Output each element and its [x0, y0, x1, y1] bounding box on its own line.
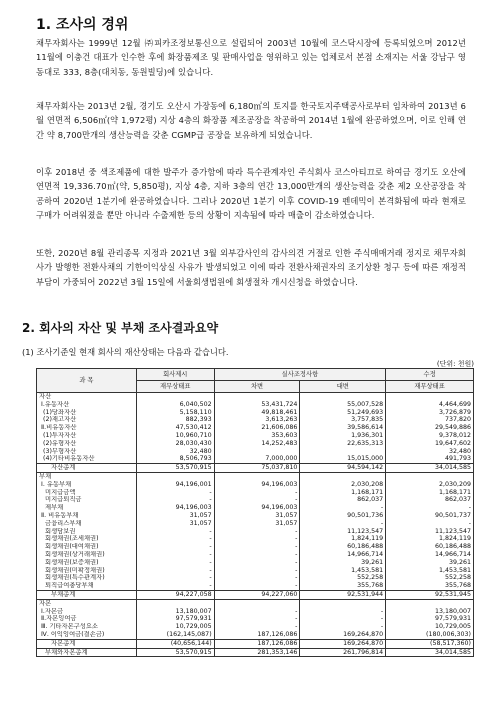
row-debit-value: 353,603: [214, 432, 300, 440]
row-revised-value: 1,453,581: [386, 567, 474, 575]
row-item-label: 자본: [37, 599, 137, 607]
section1-title: 1. 조사의 경위: [36, 17, 129, 33]
row-revised-value: 737,820: [386, 416, 474, 424]
row-debit-value: -: [214, 623, 300, 631]
row-credit-value: 169,264,870: [300, 639, 386, 648]
row-company-value: [136, 393, 214, 401]
row-revised-value: [386, 599, 474, 607]
row-company-value: 5,158,110: [136, 409, 214, 417]
row-credit-value: 355,768: [300, 582, 386, 590]
row-item-label: 자산: [37, 393, 137, 401]
table-row: [37, 582, 474, 590]
row-item-label: Ⅰ. 유동부채: [37, 481, 137, 489]
row-debit-value: 187,126,086: [214, 639, 300, 648]
row-company-value: 94,196,003: [136, 504, 214, 512]
row-item-label: (1)투자자산: [37, 432, 137, 440]
row-credit-value: [300, 448, 386, 456]
row-debit-value: -: [214, 608, 300, 616]
balance-sheet-table: [36, 368, 474, 657]
row-company-value: -: [136, 543, 214, 551]
row-item-label: Ⅰ.유동자산: [37, 401, 137, 409]
table-row: [37, 448, 474, 456]
row-debit-value: -: [214, 543, 300, 551]
row-item-label: 부채: [37, 472, 137, 480]
row-revised-value: 34,014,585: [386, 464, 474, 473]
row-debit-value: -: [214, 559, 300, 567]
row-debit-value: [214, 472, 300, 480]
row-company-value: 94,196,001: [136, 481, 214, 489]
row-debit-value: 31,057: [214, 512, 300, 520]
table-row: [37, 393, 474, 401]
table-row: [37, 504, 474, 512]
row-credit-value: -: [300, 615, 386, 623]
header-debit: 차변: [214, 381, 300, 393]
row-company-value: (40,656,144): [136, 639, 214, 648]
row-revised-value: 4,464,699: [386, 401, 474, 409]
row-item-label: 회생채권(상거래채권): [37, 551, 137, 559]
row-debit-value: -: [214, 551, 300, 559]
row-company-value: 53,570,915: [136, 464, 214, 473]
row-revised-value: 13,180,007: [386, 608, 474, 616]
row-credit-value: [300, 393, 386, 401]
row-item-label: 자본총계: [37, 639, 137, 648]
row-company-value: 97,579,931: [136, 615, 214, 623]
table-row: [37, 599, 474, 607]
row-revised-value: 355,768: [386, 582, 474, 590]
row-company-value: -: [136, 574, 214, 582]
section2-title: 2. 회사의 자산 및 부채 조사결과요약: [22, 321, 219, 335]
row-debit-value: -: [214, 615, 300, 623]
row-debit-value: -: [214, 489, 300, 497]
table-row: [37, 590, 474, 599]
row-company-value: -: [136, 559, 214, 567]
row-debit-value: 94,227,060: [214, 590, 300, 599]
row-credit-value: 11,123,547: [300, 528, 386, 536]
row-company-value: -: [136, 567, 214, 575]
row-revised-value: (58,517,360): [386, 639, 474, 648]
row-company-value: 94,227,058: [136, 590, 214, 599]
row-debit-value: 7,000,000: [214, 455, 300, 463]
table-row: [37, 631, 474, 639]
row-credit-value: 39,261: [300, 559, 386, 567]
table-row: [37, 574, 474, 582]
row-credit-value: 169,264,870: [300, 631, 386, 639]
row-item-label: 회생채권(조세채권): [37, 535, 137, 543]
row-debit-value: -: [214, 496, 300, 504]
row-item-label: Ⅳ. 이익잉여금(결손금): [37, 631, 137, 639]
table-row: [37, 409, 474, 417]
row-credit-value: 261,796,814: [300, 648, 386, 657]
row-item-label: 자산총계: [37, 464, 137, 473]
row-item-label: Ⅱ. 비유동부채: [37, 512, 137, 520]
table-row: [37, 401, 474, 409]
row-revised-value: 1,168,171: [386, 489, 474, 497]
row-revised-value: 92,531,945: [386, 590, 474, 599]
table-row: [37, 432, 474, 440]
row-credit-value: 51,249,693: [300, 409, 386, 417]
row-debit-value: 53,431,724: [214, 401, 300, 409]
table-row: [37, 543, 474, 551]
row-credit-value: -: [300, 608, 386, 616]
row-debit-value: 187,126,086: [214, 631, 300, 639]
row-revised-value: [386, 472, 474, 480]
row-company-value: 31,057: [136, 520, 214, 528]
row-item-label: Ⅰ.자본금: [37, 608, 137, 616]
row-item-label: Ⅱ.자본잉여금: [37, 615, 137, 623]
row-item-label: 회생채권(미확정채권): [37, 567, 137, 575]
row-credit-value: 1,824,119: [300, 535, 386, 543]
row-company-value: 47,530,412: [136, 424, 214, 432]
row-credit-value: 3,757,835: [300, 416, 386, 424]
row-credit-value: -: [300, 520, 386, 528]
row-debit-value: 75,037,810: [214, 464, 300, 473]
row-credit-value: -: [300, 504, 386, 512]
table-row: [37, 528, 474, 536]
row-revised-value: 97,579,931: [386, 615, 474, 623]
row-debit-value: 3,613,263: [214, 416, 300, 424]
row-item-label: 회생채권(특수관계자): [37, 574, 137, 582]
header-credit: 대변: [300, 381, 386, 393]
row-revised-value: 491,793: [386, 455, 474, 463]
row-item-label: Ⅲ. 기타자본구성요소: [37, 623, 137, 631]
row-company-value: -: [136, 528, 214, 536]
row-item-label: 회생채권(대여채권): [37, 543, 137, 551]
row-credit-value: 14,966,714: [300, 551, 386, 559]
table-row: [37, 496, 474, 504]
row-company-value: 10,960,710: [136, 432, 214, 440]
row-item-label: 미지급금액: [37, 489, 137, 497]
table-row: [37, 440, 474, 448]
row-company-value: 28,030,430: [136, 440, 214, 448]
row-revised-value: 3,726,879: [386, 409, 474, 417]
row-revised-value: 2,030,209: [386, 481, 474, 489]
row-revised-value: 34,014,585: [386, 648, 474, 657]
row-revised-value: 19,647,602: [386, 440, 474, 448]
row-revised-value: 862,037: [386, 496, 474, 504]
row-debit-value: -: [214, 574, 300, 582]
row-debit-value: -: [214, 582, 300, 590]
table-row: [37, 615, 474, 623]
table-row: [37, 551, 474, 559]
header-revised-bottom: 재무상태표: [386, 381, 474, 393]
row-revised-value: (180,006,303): [386, 631, 474, 639]
row-debit-value: 49,818,461: [214, 409, 300, 417]
row-debit-value: -: [214, 528, 300, 536]
unit-label: (단위: 천원): [436, 360, 474, 368]
row-company-value: 8,506,793: [136, 455, 214, 463]
row-debit-value: 94,196,003: [214, 481, 300, 489]
row-item-label: 미지급퇴직금: [37, 496, 137, 504]
row-debit-value: 281,353,146: [214, 648, 300, 657]
row-company-value: 10,729,005: [136, 623, 214, 631]
table-row: [37, 481, 474, 489]
row-item-label: Ⅱ.비유동자산: [37, 424, 137, 432]
row-revised-value: 60,186,488: [386, 543, 474, 551]
row-revised-value: 39,261: [386, 559, 474, 567]
row-company-value: [136, 472, 214, 480]
row-item-label: (2)유형자산: [37, 440, 137, 448]
header-revised-top: 수정: [386, 369, 474, 381]
row-credit-value: -: [300, 623, 386, 631]
table-row: [37, 639, 474, 648]
row-item-label: 부채총계: [37, 590, 137, 599]
table-row: [37, 416, 474, 424]
row-debit-value: -: [214, 567, 300, 575]
row-company-value: 31,057: [136, 512, 214, 520]
row-revised-value: -: [386, 520, 474, 528]
header-company-top: 회사제시: [136, 369, 214, 381]
row-company-value: [136, 599, 214, 607]
row-item-label: (2)재고자산: [37, 416, 137, 424]
row-item-label: 퇴직급여충당부채: [37, 582, 137, 590]
row-revised-value: 9,378,012: [386, 432, 474, 440]
row-company-value: 32,480: [136, 448, 214, 456]
row-credit-value: 1,168,171: [300, 489, 386, 497]
row-item-label: 회생채권(보증채권): [37, 559, 137, 567]
row-item-label: (1)당좌자산: [37, 409, 137, 417]
row-credit-value: 15,015,000: [300, 455, 386, 463]
row-company-value: -: [136, 535, 214, 543]
table-row: [37, 472, 474, 480]
table-row: [37, 567, 474, 575]
row-credit-value: 55,007,528: [300, 401, 386, 409]
row-revised-value: 552,258: [386, 574, 474, 582]
row-company-value: 882,393: [136, 416, 214, 424]
row-debit-value: 94,196,003: [214, 504, 300, 512]
row-credit-value: 1,453,581: [300, 567, 386, 575]
row-debit-value: 31,057: [214, 520, 300, 528]
paragraph-rehabilitation: 또한, 2020년 8월 관리종목 지정과 2021년 3월 외부감사인의 감사의견 거절로 인한 주식매매거래 정지로 채무자회사가 발행한 전환사채의 기한이익상실 사유가 발생되었고 이에 따라 전환사채권자의 조기상환 청구 등에 따른 재정적 부담이 가중되어 2022년 3월 15일에 서울회생법원에 회생절차 개시신청을 하였습니다.: [36, 248, 466, 287]
paragraph-factory: 채무자회사는 2013년 2월, 경기도 오산시 가장동에 6,180㎡의 토지를 한국토지주택공사로부터 임차하여 2013년 6월 연면적 6,506㎡(약 1,972평) 지상 4층의 화장품 제조공장을 착공하여 2014년 1월에 완공하였으며, 이로 인해 연간 약 8,700만개의 생산능력을 갖춘 CGMP급 공장을 보유하게 되었습니다.: [36, 101, 466, 140]
row-revised-value: 10,729,005: [386, 623, 474, 631]
row-item-label: (4)기타비유동자산: [37, 455, 137, 463]
row-credit-value: 1,936,301: [300, 432, 386, 440]
row-revised-value: 14,966,714: [386, 551, 474, 559]
row-debit-value: 21,606,086: [214, 424, 300, 432]
row-credit-value: 2,030,208: [300, 481, 386, 489]
table-row: [37, 464, 474, 473]
row-credit-value: 862,037: [300, 496, 386, 504]
row-item-label: 회생담보권: [37, 528, 137, 536]
row-credit-value: [300, 472, 386, 480]
paragraph-second-factory: 이후 2018년 중 색조제품에 대한 발주가 증가함에 따라 특수관계자인 주식회사 코스아티끄로 하여금 경기도 오산에 연면적 19,336.70㎡(약, 5,850평), 지상 4층, 지하 3층의 연간 13,000만개의 생산능력을 갖춘 제2 오산공장을 착공하여 2020년 1분기에 완공하였습니다. 그러나 2020년 1분기 이후 COVID-19 펜데믹이 본격화됨에 따라 현재로 구매가 어려워졌을 뿐만 아니라 수출제한 등의 상황이 지속됨에 따라 매출이 감소하였습니다.: [36, 167, 466, 221]
row-company-value: -: [136, 489, 214, 497]
header-company-bottom: 재무상태표: [136, 381, 214, 393]
table-row: [37, 489, 474, 497]
row-company-value: 6,040,502: [136, 401, 214, 409]
row-company-value: (162,145,087): [136, 631, 214, 639]
row-debit-value: 14,252,483: [214, 440, 300, 448]
row-company-value: -: [136, 582, 214, 590]
header-item: 과 목: [37, 369, 137, 393]
header-adjust: 실사조정사항: [214, 369, 386, 381]
table-row: [37, 559, 474, 567]
row-revised-value: 29,549,886: [386, 424, 474, 432]
table-row: [37, 424, 474, 432]
row-item-label: 제부채: [37, 504, 137, 512]
table-row: [37, 512, 474, 520]
row-company-value: 53,570,915: [136, 648, 214, 657]
row-debit-value: -: [214, 535, 300, 543]
row-credit-value: 552,258: [300, 574, 386, 582]
row-revised-value: [386, 393, 474, 401]
row-company-value: -: [136, 496, 214, 504]
table-row: [37, 608, 474, 616]
paragraph-company-history: 채무자회사는 1999년 12월 ㈜피카조정보통신으로 설립되어 2003년 10월에 코스닥시장에 등록되었으며 2012년 11월에 이충건 대표가 인수한 후에 화장품제조 및 판매사업을 영위하고 있는 업체로서 본점 소재지는 서울 강남구 영동대로 333, 8층(대치동, 동원빌딩)에 있습니다.: [36, 38, 466, 77]
row-revised-value: 1,824,119: [386, 535, 474, 543]
row-item-label: (3)무형자산: [37, 448, 137, 456]
row-revised-value: -: [386, 504, 474, 512]
row-revised-value: 11,123,547: [386, 528, 474, 536]
row-credit-value: 92,531,944: [300, 590, 386, 599]
table-row: [37, 535, 474, 543]
row-revised-value: 90,501,737: [386, 512, 474, 520]
row-credit-value: 22,635,313: [300, 440, 386, 448]
row-item-label: 금융리스부채: [37, 520, 137, 528]
row-credit-value: [300, 599, 386, 607]
row-credit-value: 90,501,736: [300, 512, 386, 520]
row-debit-value: [214, 448, 300, 456]
table-row: [37, 623, 474, 631]
row-revised-value: 32,480: [386, 448, 474, 456]
row-debit-value: [214, 599, 300, 607]
row-credit-value: 39,586,614: [300, 424, 386, 432]
table-row: [37, 455, 474, 463]
row-credit-value: 60,186,488: [300, 543, 386, 551]
row-item-label: 부채와자본총계: [37, 648, 137, 657]
row-debit-value: [214, 393, 300, 401]
table-row: [37, 520, 474, 528]
row-credit-value: 94,594,142: [300, 464, 386, 473]
table-intro: (1) 조사기준일 현재 회사의 재산상태는 다음과 같습니다.: [22, 347, 229, 357]
table-row: [37, 648, 474, 657]
row-company-value: 13,180,007: [136, 608, 214, 616]
row-company-value: -: [136, 551, 214, 559]
